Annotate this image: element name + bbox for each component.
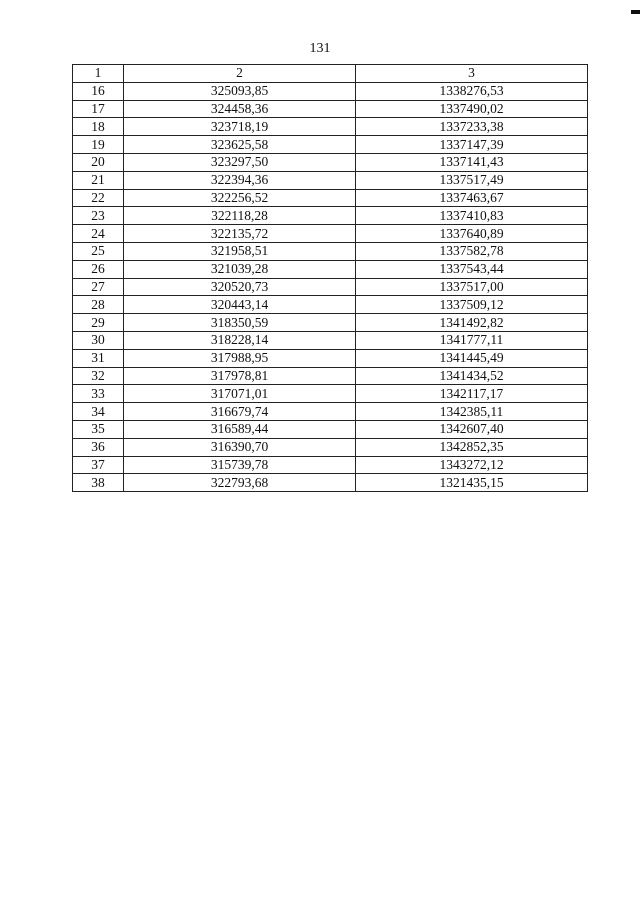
y-coordinate-cell: 1321435,15 — [356, 474, 588, 492]
y-coordinate-cell: 1342117,17 — [356, 385, 588, 403]
x-coordinate-cell: 316390,70 — [124, 438, 356, 456]
x-coordinate-cell: 325093,85 — [124, 82, 356, 100]
point-number-cell: 17 — [73, 100, 124, 118]
table-row — [73, 314, 588, 332]
point-number-cell: 27 — [73, 278, 124, 296]
y-coordinate-cell: 1337517,49 — [356, 171, 588, 189]
y-coordinate-cell: 1337410,83 — [356, 207, 588, 225]
table-row — [73, 171, 588, 189]
y-coordinate-cell: 1341777,11 — [356, 331, 588, 349]
point-number-cell: 26 — [73, 260, 124, 278]
point-number-cell: 29 — [73, 314, 124, 332]
point-number-cell: 33 — [73, 385, 124, 403]
table-row — [73, 100, 588, 118]
point-number-cell: 23 — [73, 207, 124, 225]
y-coordinate-cell: 1342607,40 — [356, 420, 588, 438]
point-number-cell: 19 — [73, 136, 124, 154]
table-row — [73, 242, 588, 260]
y-coordinate-cell: 1337543,44 — [356, 260, 588, 278]
table-row — [73, 278, 588, 296]
x-coordinate-cell: 323625,58 — [124, 136, 356, 154]
x-coordinate-cell: 322793,68 — [124, 474, 356, 492]
point-number-cell: 21 — [73, 171, 124, 189]
point-number-cell: 35 — [73, 420, 124, 438]
x-coordinate-cell: 321958,51 — [124, 242, 356, 260]
table-row — [73, 367, 588, 385]
page-number: 131 — [309, 41, 331, 56]
point-number-cell: 31 — [73, 349, 124, 367]
table-body — [73, 82, 588, 491]
point-number-cell: 22 — [73, 189, 124, 207]
x-coordinate-cell: 316589,44 — [124, 420, 356, 438]
table-row — [73, 456, 588, 474]
table-row — [73, 420, 588, 438]
y-coordinate-cell: 1337490,02 — [356, 100, 588, 118]
table-row — [73, 189, 588, 207]
point-number-cell: 25 — [73, 242, 124, 260]
x-coordinate-cell: 320520,73 — [124, 278, 356, 296]
table-row — [73, 474, 588, 492]
point-number-cell: 18 — [73, 118, 124, 136]
x-coordinate-cell: 323718,19 — [124, 118, 356, 136]
corner-mark — [631, 10, 640, 14]
x-coordinate-cell: 322118,28 — [124, 207, 356, 225]
x-coordinate-cell: 316679,74 — [124, 403, 356, 421]
column-header-3: 3 — [356, 65, 588, 83]
y-coordinate-cell: 1341492,82 — [356, 314, 588, 332]
point-number-cell: 30 — [73, 331, 124, 349]
table-row — [73, 403, 588, 421]
table-row — [73, 82, 588, 100]
y-coordinate-cell: 1337147,39 — [356, 136, 588, 154]
table-row — [73, 136, 588, 154]
x-coordinate-cell: 318228,14 — [124, 331, 356, 349]
coordinates-table — [72, 64, 588, 492]
x-coordinate-cell: 320443,14 — [124, 296, 356, 314]
x-coordinate-cell: 321039,28 — [124, 260, 356, 278]
table-row — [73, 296, 588, 314]
table-row — [73, 331, 588, 349]
table-row — [73, 225, 588, 243]
y-coordinate-cell: 1337517,00 — [356, 278, 588, 296]
header-row — [73, 65, 588, 83]
x-coordinate-cell: 322135,72 — [124, 225, 356, 243]
point-number-cell: 36 — [73, 438, 124, 456]
x-coordinate-cell: 322256,52 — [124, 189, 356, 207]
y-coordinate-cell: 1342852,35 — [356, 438, 588, 456]
table-row — [73, 118, 588, 136]
y-coordinate-cell: 1338276,53 — [356, 82, 588, 100]
y-coordinate-cell: 1337141,43 — [356, 153, 588, 171]
table-row — [73, 385, 588, 403]
x-coordinate-cell: 322394,36 — [124, 171, 356, 189]
point-number-cell: 37 — [73, 456, 124, 474]
table-row — [73, 260, 588, 278]
table-row — [73, 153, 588, 171]
point-number-cell: 28 — [73, 296, 124, 314]
x-coordinate-cell: 318350,59 — [124, 314, 356, 332]
x-coordinate-cell: 317988,95 — [124, 349, 356, 367]
y-coordinate-cell: 1343272,12 — [356, 456, 588, 474]
y-coordinate-cell: 1337640,89 — [356, 225, 588, 243]
point-number-cell: 38 — [73, 474, 124, 492]
point-number-cell: 16 — [73, 82, 124, 100]
y-coordinate-cell: 1342385,11 — [356, 403, 588, 421]
point-number-cell: 34 — [73, 403, 124, 421]
y-coordinate-cell: 1341445,49 — [356, 349, 588, 367]
x-coordinate-cell: 315739,78 — [124, 456, 356, 474]
y-coordinate-cell: 1337233,38 — [356, 118, 588, 136]
point-number-cell: 32 — [73, 367, 124, 385]
point-number-cell: 20 — [73, 153, 124, 171]
x-coordinate-cell: 324458,36 — [124, 100, 356, 118]
x-coordinate-cell: 323297,50 — [124, 153, 356, 171]
y-coordinate-cell: 1337582,78 — [356, 242, 588, 260]
x-coordinate-cell: 317978,81 — [124, 367, 356, 385]
table-row — [73, 438, 588, 456]
column-header-1: 1 — [73, 65, 124, 83]
point-number-cell: 24 — [73, 225, 124, 243]
y-coordinate-cell: 1337463,67 — [356, 189, 588, 207]
table-header — [73, 65, 588, 83]
column-header-2: 2 — [124, 65, 356, 83]
x-coordinate-cell: 317071,01 — [124, 385, 356, 403]
y-coordinate-cell: 1341434,52 — [356, 367, 588, 385]
y-coordinate-cell: 1337509,12 — [356, 296, 588, 314]
table-row — [73, 349, 588, 367]
table-row — [73, 207, 588, 225]
